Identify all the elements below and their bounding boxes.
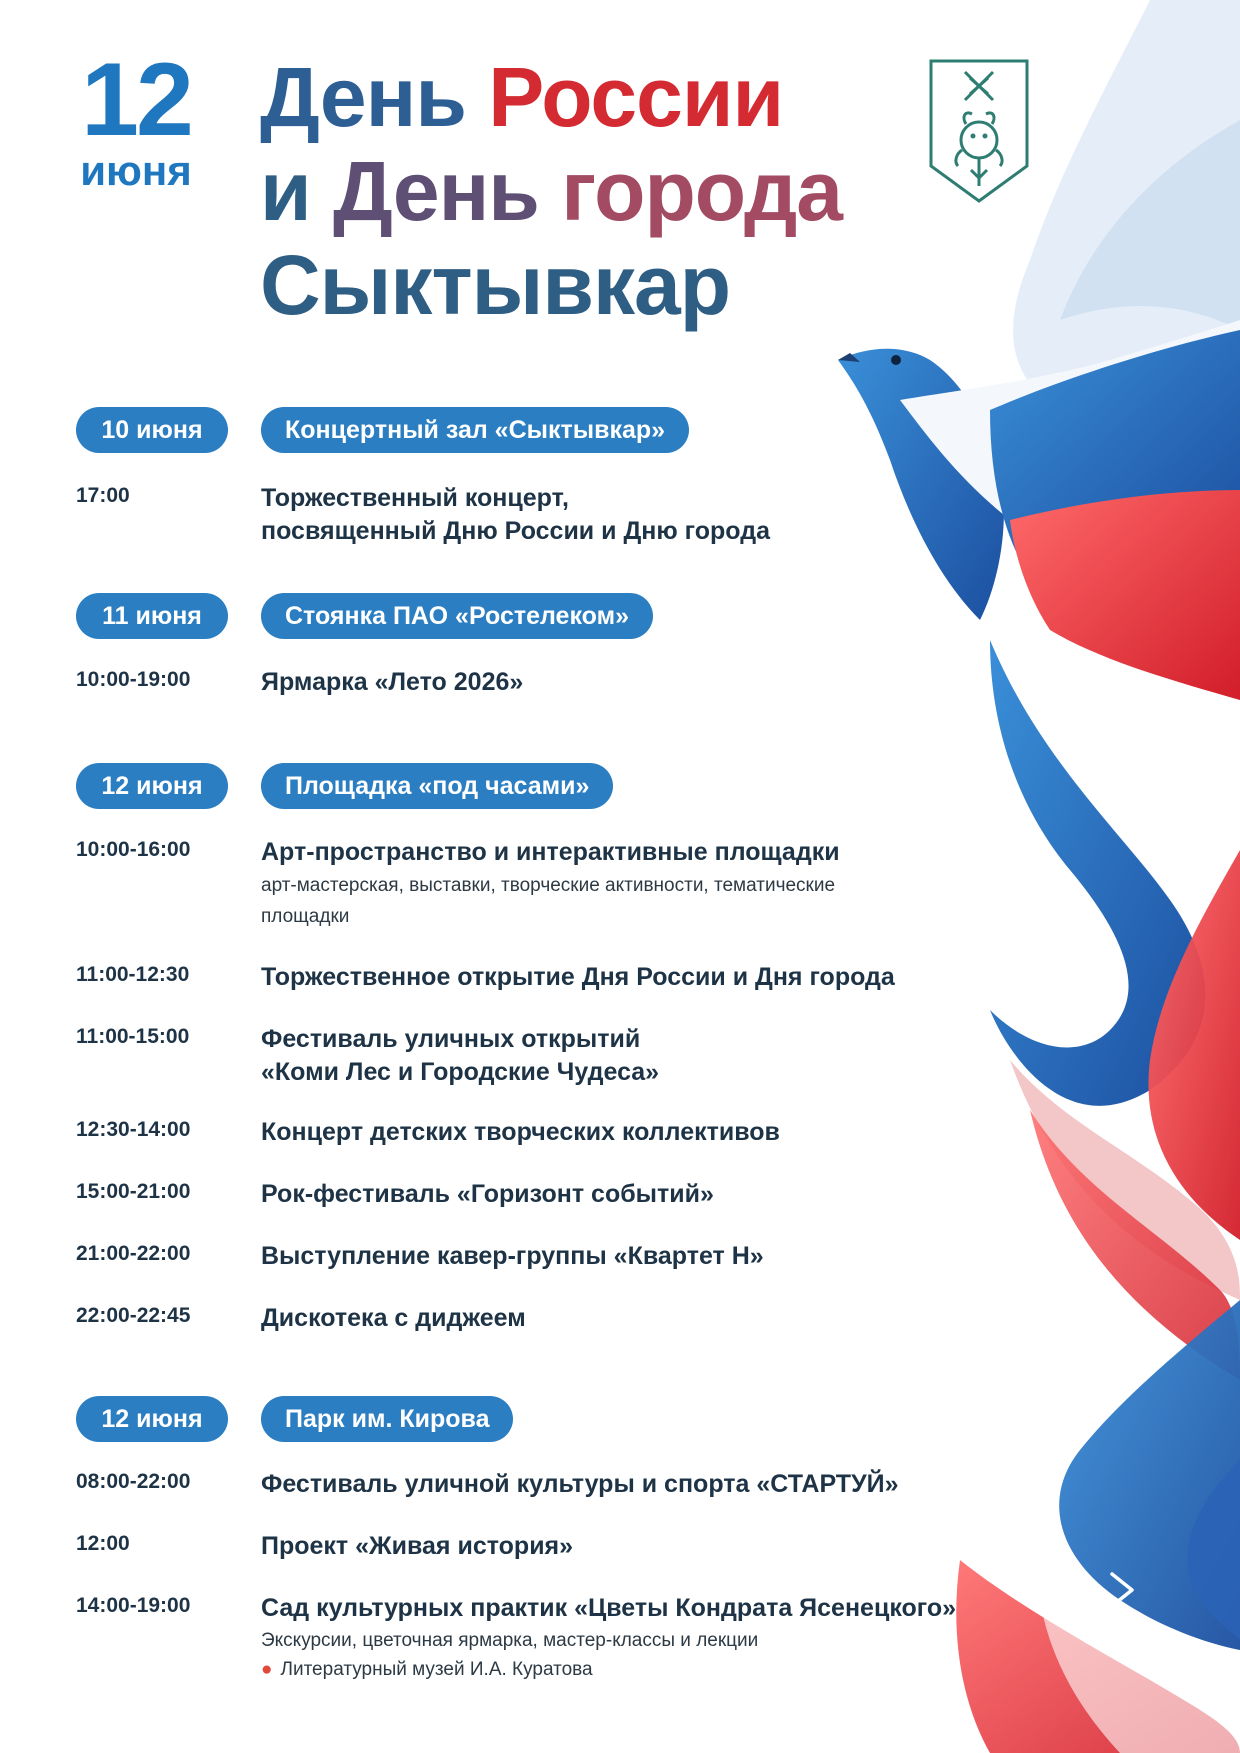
event-time: 12:30-14:00 <box>76 1118 191 1141</box>
event-title <box>261 482 1021 548</box>
title-word: Сыктывкар <box>260 238 731 332</box>
event-title: Концерт детских творческих коллективов <box>261 1118 780 1146</box>
section-date-badge: 12 июня <box>76 1396 228 1442</box>
section-date-badge: 12 июня <box>76 763 228 809</box>
header-date-number: 12 <box>81 42 191 158</box>
title-word: День <box>332 144 562 238</box>
event-title: Выступление кавер-группы «Квартет Н» <box>261 1242 764 1270</box>
event-title-line: Фестиваль уличных открытий <box>261 1025 641 1053</box>
event-time: 12:00 <box>76 1532 130 1555</box>
event-title-line: «Коми Лес и Городские Чудеса» <box>261 1058 660 1086</box>
title-word: города <box>561 144 843 238</box>
section-date-badge: 11 июня <box>76 593 228 639</box>
event-description: арт-мастерская, выставки, творческие активности, тематические площадки <box>261 875 836 927</box>
event-title: Арт-пространство и интерактивные площадки <box>261 838 840 866</box>
event-time: 14:00-19:00 <box>76 1594 191 1617</box>
event-time: 11:00-15:00 <box>76 1025 190 1048</box>
event-time: 17:00 <box>76 484 130 507</box>
event-title-line: посвященный Дню России и Дню города <box>261 517 770 545</box>
section-venue-badge: Концертный зал «Сыктывкар» <box>261 407 689 453</box>
event-description: Экскурсии, цветочная ярмарка, мастер-классы и лекции <box>261 1630 759 1651</box>
page-title <box>260 50 842 332</box>
event-title: Фестиваль уличной культуры и спорта «СТАРТУЙ» <box>261 1470 899 1498</box>
section-date-badge: 10 июня <box>76 407 228 453</box>
event-time: 21:00-22:00 <box>76 1242 191 1265</box>
title-word: День <box>260 50 489 144</box>
event-title: Сад культурных практик «Цветы Кондрата Ясенецкого» <box>261 1594 957 1622</box>
section-venue-badge: Парк им. Кирова <box>261 1396 513 1442</box>
event-time: 15:00-21:00 <box>76 1180 191 1203</box>
event-time: 08:00-22:00 <box>76 1470 191 1493</box>
event-title <box>261 1023 1021 1089</box>
chevron-right-icon[interactable] <box>1104 1568 1140 1612</box>
city-coat-of-arms-icon <box>928 58 1030 204</box>
section-venue-badge: Стоянка ПАО «Ростелеком» <box>261 593 653 639</box>
event-time: 10:00-19:00 <box>76 668 191 691</box>
map-pin-icon: ● <box>261 1659 273 1680</box>
event-title: Рок-фестиваль «Горизонт событий» <box>261 1180 714 1208</box>
event-location-text: Литературный музей И.А. Куратова <box>280 1659 593 1680</box>
event-title: Ярмарка «Лето 2026» <box>261 668 524 696</box>
event-title-line: Торжественный концерт, <box>261 484 569 512</box>
section-venue-badge: Площадка «под часами» <box>261 763 613 809</box>
event-title: Торжественное открытие Дня России и Дня города <box>261 963 895 991</box>
title-word: и <box>260 144 333 238</box>
event-time: 10:00-16:00 <box>76 838 191 861</box>
event-time: 11:00-12:30 <box>76 963 190 986</box>
event-title: Проект «Живая история» <box>261 1532 574 1560</box>
event-title: Дискотека с диджеем <box>261 1304 526 1332</box>
header-date-month: июня <box>80 147 192 194</box>
header-date <box>66 42 206 194</box>
title-word: России <box>488 50 784 144</box>
event-time: 22:00-22:45 <box>76 1304 191 1327</box>
event-location <box>261 1656 593 1684</box>
